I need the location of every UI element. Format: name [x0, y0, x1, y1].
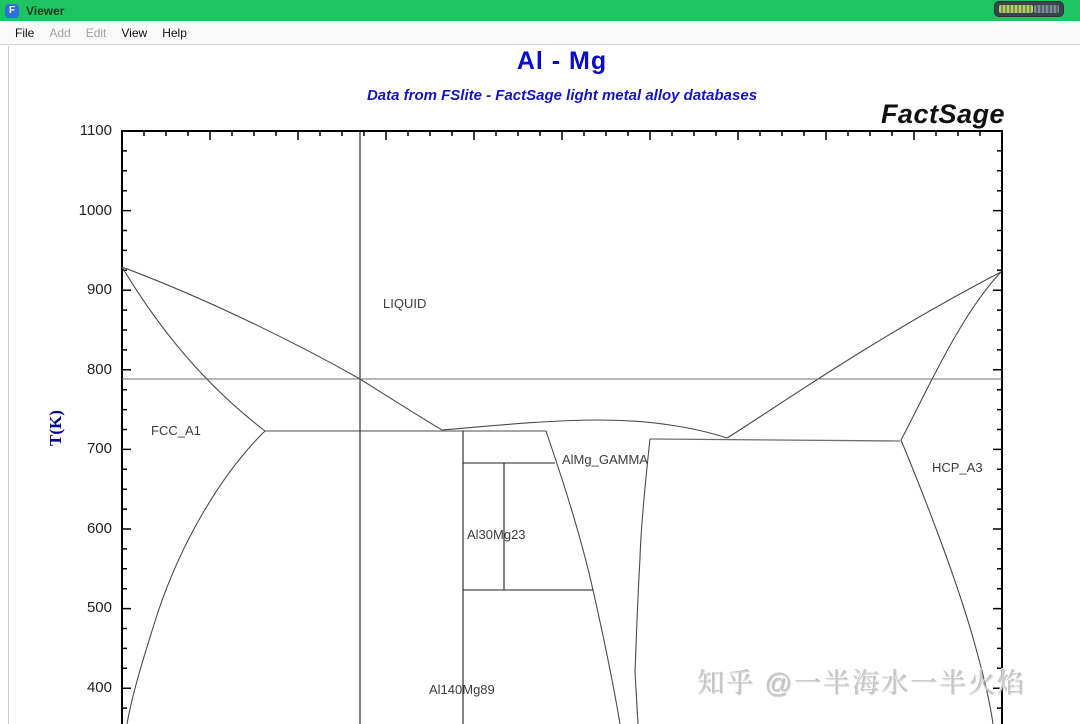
phase-label-almg_gamma: AlMg_GAMMA [562, 452, 648, 467]
phase-label-liquid: LIQUID [383, 296, 427, 311]
menu-item-help[interactable]: Help [162, 25, 187, 40]
gamma-liquidus-dome [442, 420, 727, 438]
left-liquidus [122, 267, 442, 430]
phase-label-al140mg89: Al140Mg89 [429, 682, 495, 697]
phase-label-hcp_a3: HCP_A3 [932, 460, 983, 475]
eutectic-right-tie-line [650, 439, 900, 441]
y-axis-label: T(K) [46, 410, 65, 446]
factsage-logo-text: FactSage [880, 99, 1005, 129]
y-tick-label: 700 [86, 440, 112, 457]
y-axis-ticks-left [122, 151, 131, 708]
y-tick-label: 1100 [79, 122, 112, 139]
y-axis-ticks-right [993, 151, 1002, 708]
menu-item-edit: Edit [85, 25, 107, 40]
gamma-left-boundary [546, 431, 620, 724]
phase-label-fcc_a1: FCC_A1 [151, 423, 201, 438]
right-liquidus [727, 272, 1001, 438]
left-solidus [122, 267, 265, 431]
y-tick-label: 900 [86, 281, 112, 298]
diagram-title: Al - Mg [516, 47, 608, 75]
y-tick-label: 400 [86, 679, 112, 696]
y-tick-label: 600 [86, 520, 112, 537]
fcc-solvus [127, 431, 265, 724]
factsage-app-icon: F [5, 4, 19, 18]
menu-item-file[interactable]: File [15, 25, 35, 40]
window-title: Viewer [26, 3, 65, 18]
y-tick-label: 800 [86, 361, 112, 378]
gamma-right-boundary [635, 439, 650, 724]
menu-item-view[interactable]: View [121, 25, 148, 40]
y-tick-label: 1000 [78, 202, 112, 219]
menu-item-add: Add [49, 25, 71, 40]
x-axis-ticks [144, 131, 980, 140]
plot-frame [122, 131, 1002, 724]
y-tick-label: 500 [86, 599, 112, 616]
zhihu-watermark: 知乎 @一半海水一半火焰 [697, 668, 1026, 698]
hcp-solidus [901, 272, 1001, 440]
phase-label-al30mg23: Al30Mg23 [467, 527, 526, 542]
diagram-subtitle: Data from FSlite - FactSage light metal alloy databases [366, 87, 758, 104]
